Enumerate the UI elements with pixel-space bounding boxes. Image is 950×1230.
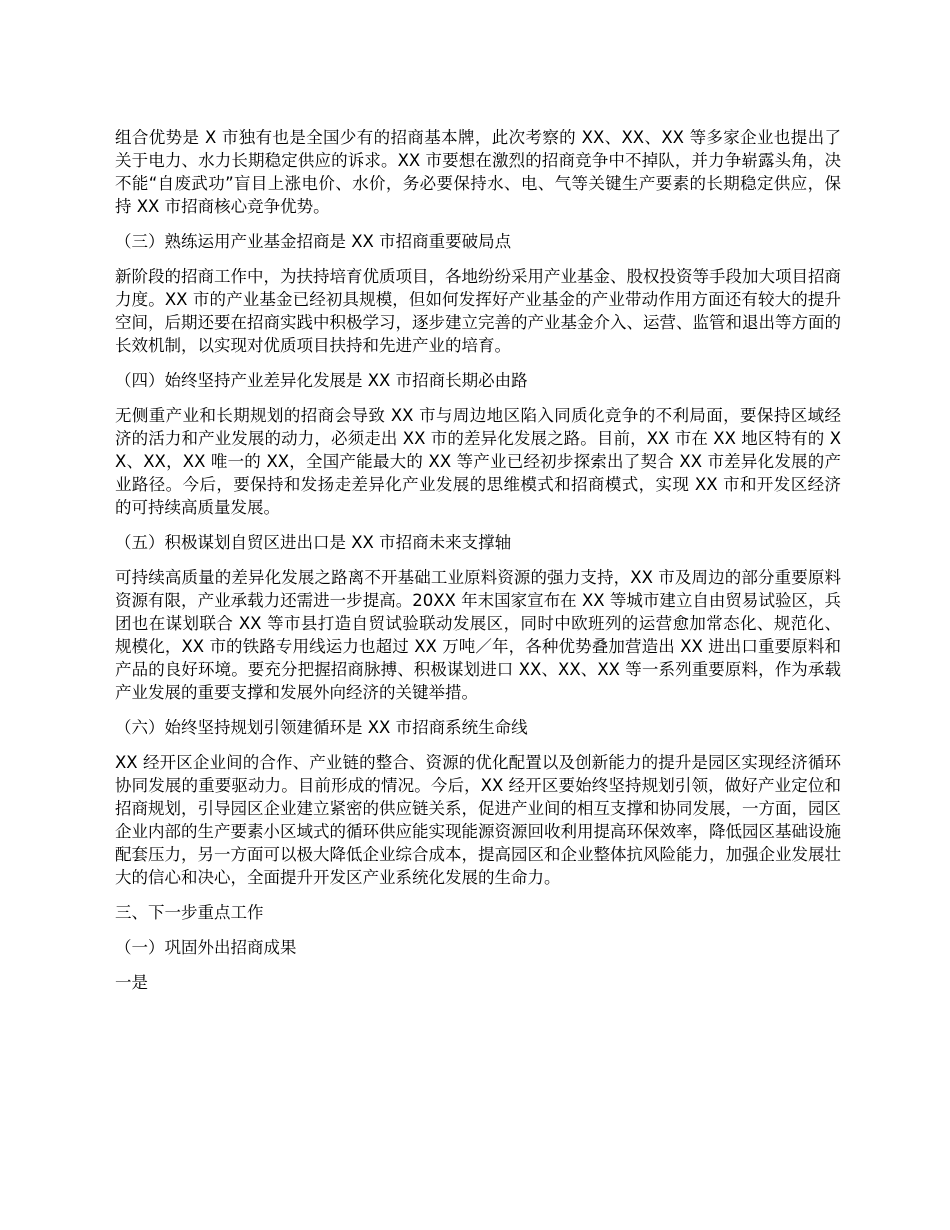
paragraph-industry-fund: 新阶段的招商工作中，为扶持培育优质项目，各地纷纷采用产业基金、股权投资等手段加大项目招商力度。XX 市的产业基金已经初具规模，但如何发挥好产业基金的产业带动作用方面还有较大的提升空间，后期还要在招商实践中积极学习，逐步建立完善的产业基金介入、运营、监管和退出等方面的长效机制，以实现对优质项目扶持和先进产业的培育。 <box>115 267 841 355</box>
paragraph-resource-advantage: 组合优势是 X 市独有也是全国少有的招商基本牌，此次考察的 XX、XX、XX 等多家企业也提出了关于电力、水力长期稳定供应的诉求。XX 市要想在激烈的招商竞争中不掉队，并力争崭露头角，决不能“自废武功”盲目上涨电价、水价，务必要保持水、电、气等关键生产要素的长期稳定供应，保持 XX 市招商核心竞争优势。 <box>115 128 841 216</box>
heading-first-item: 一是 <box>115 973 148 992</box>
paragraph-free-trade-zone: 可持续高质量的差异化发展之路离不开基础工业原料资源的强力支持，XX 市及周边的部分重要原料资源有限，产业承载力还需进一步提高。20XX 年末国家宣布在 XX 等城市建立自由贸易试验区，兵团也在谋划联合 XX 等市县打造自贸试验联动发展区，同时中欧班列的运营愈加常态化、规范化、规模化，XX 市的铁路专用线运力也超过 XX 万吨／年，各种优势叠加营造出 XX 进出口重要原料和产品的良好环境。要充分把握招商脉搏、积极谋划进口 XX、XX、XX 等一系列重要原料，作为承载产业发展的重要支撑和发展外向经济的关键举措。 <box>115 568 841 702</box>
heading-free-trade-zone: （五）积极谋划自贸区进出口是 XX 市招商未来支撑轴 <box>115 533 512 552</box>
document-page <box>115 126 841 1006</box>
heading-differentiation: （四）始终坚持产业差异化发展是 XX 市招商长期必由路 <box>115 371 528 390</box>
paragraph-planning-cycle: XX 经开区企业间的合作、产业链的整合、资源的优化配置以及创新能力的提升是园区实现经济循环协同发展的重要驱动力。目前形成的情况。今后，XX 经开区要始终坚持规划引领，做好产业定位和招商规划，引导园区企业建立紧密的供应链关系，促进产业间的相互支撑和协同发展，一方面，园区企业内部的生产要素小区域式的循环供应能实现能源资源回收利用提高环保效率，降低园区基础设施配套压力，另一方面可以极大降低企业综合成本，提高园区和企业整体抗风险能力，加强企业发展壮大的信心和决心，全面提升开发区产业系统化发展的生命力。 <box>115 753 841 887</box>
paragraph-differentiation: 无侧重产业和长期规划的招商会导致 XX 市与周边地区陷入同质化竞争的不利局面，要保持区域经济的活力和产业发展的动力，必须走出 XX 市的差异化发展之路。目前，XX 市在 XX 地区特有的 XX、XX，XX 唯一的 XX，全国产能最大的 XX 等产业已经初步探索出了契合 XX 市差异化发展的产业路径。今后，要保持和发扬走差异化产业发展的思维模式和招商模式，实现 XX 市和开发区经济的可持续高质量发展。 <box>115 406 841 517</box>
heading-next-steps: 三、下一步重点工作 <box>115 903 264 922</box>
heading-planning-cycle: （六）始终坚持规划引领建循环是 XX 市招商系统生命线 <box>115 718 528 737</box>
heading-consolidate-results: （一）巩固外出招商成果 <box>115 938 297 957</box>
heading-industry-fund: （三）熟练运用产业基金招商是 XX 市招商重要破局点 <box>115 232 512 251</box>
